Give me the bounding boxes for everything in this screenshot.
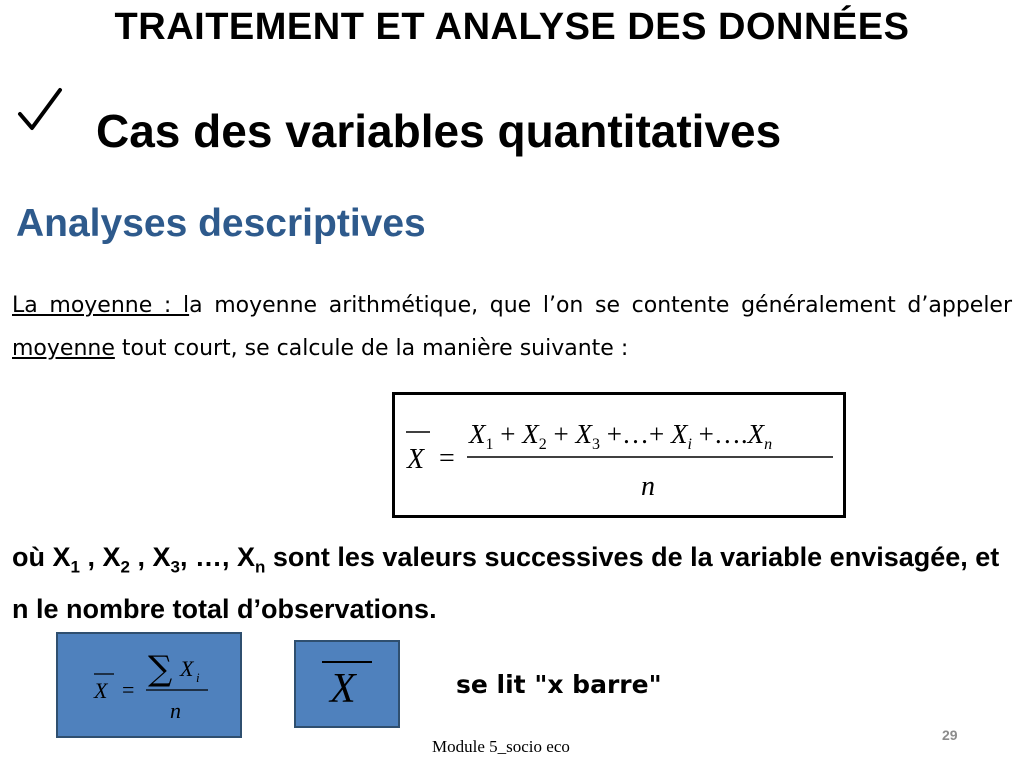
sum-xi-subscript: i [196,670,200,685]
where-sub-2: 2 [120,557,130,577]
sum-lhs: X [94,678,108,703]
sum-formula [58,634,240,736]
where-prefix: où X [12,542,71,572]
formula-numerator [468,419,772,453]
where-part-2: , X [129,542,171,572]
variables-explanation [12,536,1012,630]
checkmark-icon [14,84,66,136]
definition-paragraph [12,284,1012,370]
definition-label: La moyenne : l [12,293,190,318]
sigma-symbol: ∑ [148,649,173,689]
definition-underlined-term: moyenne [12,336,115,361]
sum-denominator: n [170,698,181,723]
sum-formula-box [56,632,242,738]
svg-text:X1 + X2 + X3 +…+ Xi +….Xn: $X_1 + X_2 + X_3$ +…+ $X_i$ $+\dots.X_n$ [469,419,773,453]
xbar-symbol [296,642,398,726]
xbar-letter: X [330,666,356,712]
section-heading: Analyses descriptives [16,202,426,245]
definition-text-1: a moyenne arithmétique, que l’on se contente généralement d’appeler [189,293,1013,318]
sum-xi: X [180,656,194,681]
formula-equals: = [439,443,455,474]
slide-footer: Module 5_socio eco [432,737,570,756]
formula-lhs: X [407,444,425,475]
where-sub-n: n [254,557,266,577]
reads-as-text: se lit "x barre" [456,670,662,699]
sum-equals: = [122,677,135,702]
formula-denominator: n [641,471,655,502]
where-sub-1: 1 [70,557,80,577]
page-number: 29 [942,727,958,743]
slide-subtitle: Cas des variables quantitatives [96,105,782,157]
where-part-1: , X [79,542,121,572]
where-part-3: , …, X [179,542,255,572]
xbar-symbol-box [294,640,400,728]
mean-formula [395,395,843,515]
mean-formula-box [392,392,846,518]
definition-text-2: tout court, se calcule de la manière suivante : [114,336,629,361]
where-rest: sont les valeurs successives de la variable envisagée, et n le nombre total d’observations. [12,542,1000,625]
where-sub-3: 3 [170,557,180,577]
slide-title: TRAITEMENT ET ANALYSE DES DONNÉES [114,6,910,48]
